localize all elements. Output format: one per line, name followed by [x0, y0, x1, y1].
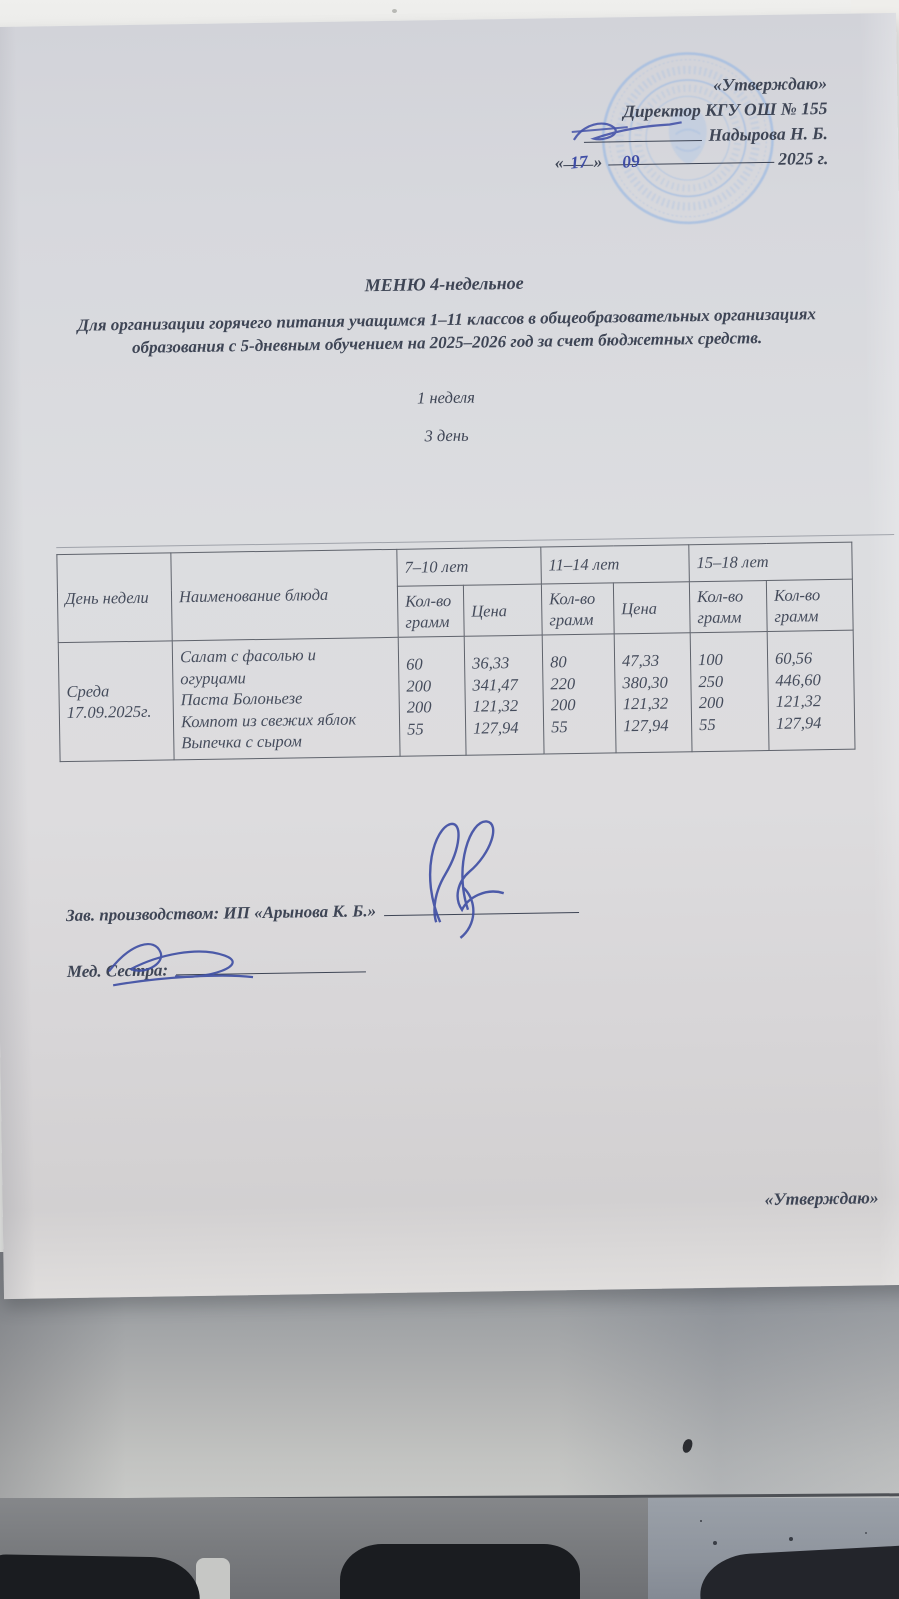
approval-bottom: «Утверждаю» — [764, 1187, 879, 1210]
quote-close: » — [593, 151, 603, 172]
cell-dishes — [172, 637, 400, 760]
date-year: 2025 г. — [778, 147, 829, 169]
approval-block — [553, 71, 828, 175]
subheader-qty: Кол-во грамм — [766, 579, 853, 631]
chair-leg-highlight — [196, 1558, 230, 1599]
menu-row — [58, 630, 855, 761]
cell-value-line: 446,60 — [775, 669, 821, 690]
menu-table — [56, 542, 855, 762]
cell-value-line: 200 — [698, 692, 724, 713]
handwritten-month: 09 — [621, 150, 641, 172]
quote-open: « — [554, 152, 564, 173]
cell-value-line: 380,30 — [622, 672, 668, 692]
col-header-dish: Наименование блюда — [171, 549, 398, 641]
handwritten-day: 17 — [568, 151, 589, 173]
cell-value-line: Салат с фасолью и — [179, 645, 317, 667]
cell-value-line: 47,33 — [621, 650, 660, 671]
director-name: Надырова Н. Б. — [708, 123, 828, 145]
cell-qty-15-18 — [690, 632, 769, 752]
cell-value-line: Компот из свежих яблок — [180, 709, 357, 731]
cell-value-line: 80 — [549, 652, 567, 672]
subheader-qty: Кол-во грамм — [397, 585, 464, 637]
cell-price-11-14 — [614, 633, 692, 753]
cell-value-line: 60,56 — [774, 648, 813, 668]
signature-line — [583, 126, 701, 143]
col-header-day: День недели — [57, 553, 172, 643]
cell-value-line: Выпечка с сыром — [181, 731, 302, 753]
floor-speckles — [700, 1520, 702, 1522]
cell-value-line: 121,32 — [472, 695, 519, 716]
production-signature — [404, 813, 516, 945]
background-object — [340, 1544, 580, 1599]
date-day-blank — [563, 150, 593, 173]
cell-value-line: 127,94 — [472, 717, 519, 738]
cell-value-line: 127,94 — [775, 712, 822, 733]
cell-value-line: 55 — [698, 714, 716, 734]
approval-quote: «Утверждаю» — [713, 73, 828, 95]
cell-value-line: 121,32 — [622, 693, 669, 714]
age-group-15-18: 15–18 лет — [689, 542, 853, 582]
cell-value-line: 55 — [550, 716, 568, 736]
cell-value-line: 36,33 — [471, 653, 510, 673]
cell-value-line: 220 — [550, 673, 576, 693]
subheader-qty: Кол-во грамм — [541, 583, 614, 635]
cell-value-line: 100 — [697, 649, 723, 670]
cell-value-line: 200 — [406, 697, 432, 717]
cell-value-line: 200 — [406, 675, 432, 696]
document-paper — [0, 13, 899, 1299]
cell-price-15-18 — [767, 630, 855, 750]
day-label: 3 день — [424, 425, 469, 446]
background-object — [0, 1554, 201, 1599]
week-label: 1 неделя — [416, 387, 475, 408]
date: 17.09.2025г. — [66, 701, 152, 723]
subheader-price: Цена — [463, 584, 542, 636]
cell-qty-7-10 — [398, 636, 466, 756]
cell-value-line: 341,47 — [472, 674, 518, 695]
approval-date-row — [555, 146, 829, 175]
cell-price-7-10 — [464, 635, 544, 755]
cell-value-line: 121,32 — [775, 691, 822, 711]
weekday: Среда — [66, 680, 110, 701]
dust-speck — [392, 9, 397, 13]
cell-value-line: Паста Болоньезе — [180, 688, 303, 710]
director-signature — [569, 112, 710, 150]
nurse-label: Мед. Сестра: — [66, 960, 169, 982]
date-month-blank — [608, 147, 774, 172]
director-line: Директор КГУ ОШ № 155 — [622, 98, 828, 122]
cell-value-line: 55 — [406, 718, 424, 739]
page-title: МЕНЮ 4-недельное — [364, 272, 524, 296]
nurse-signature — [102, 928, 303, 995]
cell-value-line: огурцами — [180, 667, 246, 688]
cell-value-line: 200 — [550, 695, 576, 715]
production-label: Зав. производством: ИП «Арынова К. Б.» — [65, 901, 377, 926]
page-subtitle: Для организации горячего питания учащимся 1–11 классов в общеобразовательных организациях образования с 5-дневным обучением на 2025–2026 год за счет бюджетных средств. — [77, 304, 817, 357]
age-group-11-14: 11–14 лет — [541, 545, 690, 584]
subheader-qty: Кол-во грамм — [689, 581, 767, 633]
subheader-price: Цена — [613, 582, 690, 634]
cell-day-date — [58, 641, 174, 762]
cell-value-line: 60 — [405, 654, 423, 674]
cell-qty-11-14 — [542, 634, 616, 754]
cell-value-line: 127,94 — [622, 715, 669, 735]
age-group-7-10: 7–10 лет — [397, 547, 542, 586]
cell-value-line: 250 — [698, 671, 724, 691]
